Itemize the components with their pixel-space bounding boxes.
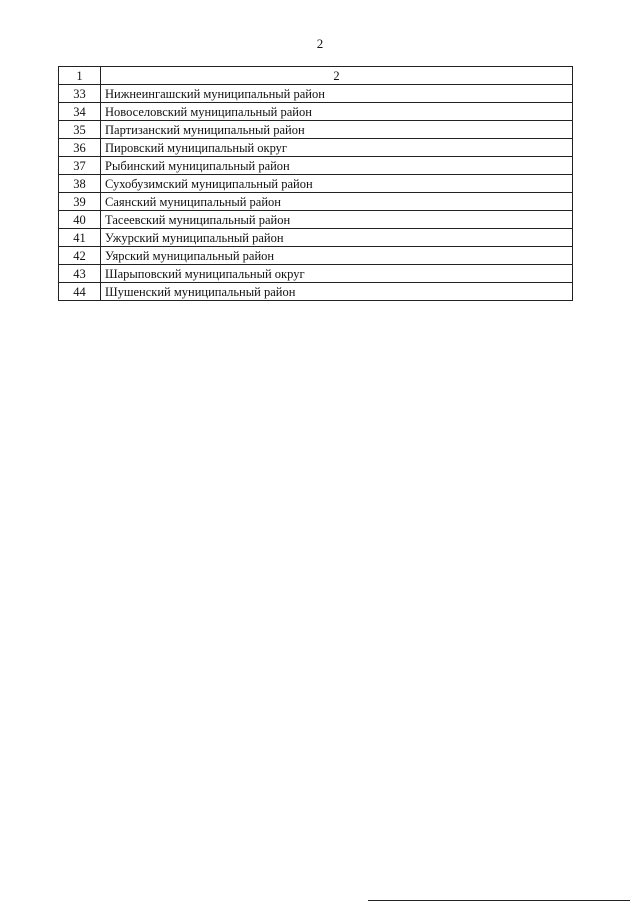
header-cell-column-2: 2 [101, 67, 573, 85]
municipality-name-cell: Нижнеингашский муниципальный район [101, 85, 573, 103]
table-row [59, 175, 573, 193]
row-number-cell: 39 [59, 193, 101, 211]
table-row [59, 121, 573, 139]
table-row [59, 193, 573, 211]
municipality-name-cell: Партизанский муниципальный район [101, 121, 573, 139]
row-number-cell: 33 [59, 85, 101, 103]
table-row [59, 139, 573, 157]
table-row [59, 85, 573, 103]
municipality-name-cell: Сухобузимский муниципальный район [101, 175, 573, 193]
header-cell-column-1: 1 [59, 67, 101, 85]
row-number-cell: 38 [59, 175, 101, 193]
row-number-cell: 40 [59, 211, 101, 229]
row-number-cell: 35 [59, 121, 101, 139]
municipality-name-cell: Шарыповский муниципальный округ [101, 265, 573, 283]
row-number-cell: 43 [59, 265, 101, 283]
row-number-cell: 41 [59, 229, 101, 247]
table-row [59, 229, 573, 247]
municipality-name-cell: Уярский муниципальный район [101, 247, 573, 265]
table-row [59, 247, 573, 265]
table-row [59, 283, 573, 301]
row-number-cell: 42 [59, 247, 101, 265]
municipality-name-cell: Новоселовский муниципальный район [101, 103, 573, 121]
municipality-name-cell: Пировский муниципальный округ [101, 139, 573, 157]
table-row [59, 103, 573, 121]
municipality-name-cell: Рыбинский муниципальный район [101, 157, 573, 175]
municipalities-table [58, 66, 573, 301]
bottom-divider-line [368, 900, 630, 901]
table-header-row [59, 67, 573, 85]
table-row [59, 157, 573, 175]
page-number: 2 [316, 36, 324, 51]
row-number-cell: 36 [59, 139, 101, 157]
table-row [59, 211, 573, 229]
municipality-name-cell: Ужурский муниципальный район [101, 229, 573, 247]
municipality-name-cell: Саянский муниципальный район [101, 193, 573, 211]
row-number-cell: 34 [59, 103, 101, 121]
table-row [59, 265, 573, 283]
municipality-name-cell: Шушенский муниципальный район [101, 283, 573, 301]
row-number-cell: 37 [59, 157, 101, 175]
row-number-cell: 44 [59, 283, 101, 301]
municipality-name-cell: Тасеевский муниципальный район [101, 211, 573, 229]
